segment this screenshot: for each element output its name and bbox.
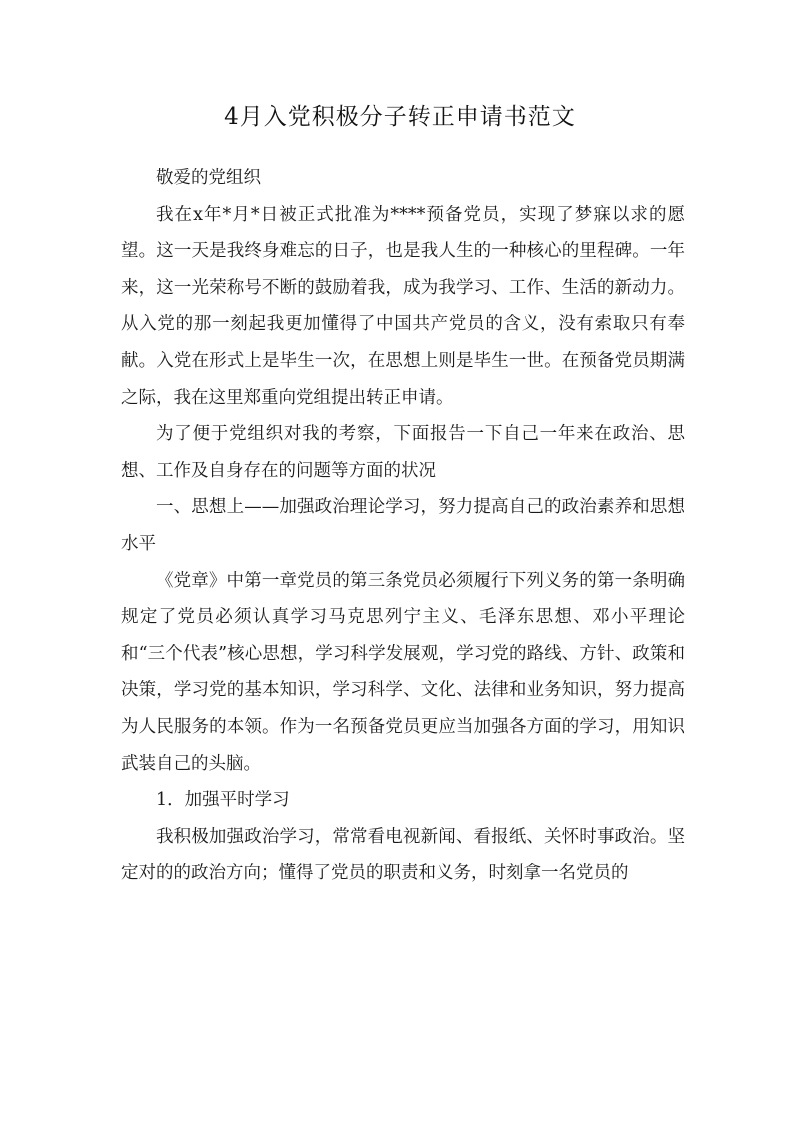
subsection-heading: 1．加强平时学习 <box>156 790 290 811</box>
body-paragraph: 《党章》中第一章党员的第三条党员必须履行下列义务的第一条明确规定了党员必须认真学习马克思列宁主义、毛泽东思想、邓小平理论和“三个代表”核心思想，学习科学发展观，学习党的路线、方针、政策和决策，学习党的基本知识，学习科学、文化、法律和业务知识，努力提高为人民服务的本领。作为一名预备党员更应当加强各方面的学习，用知识武装自己的头脑。 <box>121 570 685 774</box>
body-paragraph: 我积极加强政治学习，常常看电视新闻、看报纸、关怀时事政治。坚定对的的政治方向；懂得了党员的职责和义务，时刻拿一名党员的 <box>121 826 685 884</box>
section-heading: 一、思想上——加强政治理论学习，努力提高自己的政治素养和思想水平 <box>121 497 685 554</box>
document-body <box>121 160 685 892</box>
salutation-paragraph: 敬爱的党组织 <box>156 168 261 188</box>
document-title: 4月入党积极分子转正申请书范文 <box>224 104 576 130</box>
body-paragraph: 我在x年*月*日被正式批准为****预备党员，实现了梦寐以求的愿望。这一天是我终身难忘的日子，也是我人生的一种核心的里程碑。一年来，这一光荣称号不断的鼓励着我，成为我学习、工作、生活的新动力。从入党的那一刻起我更加懂得了中国共产党员的含义，没有索取只有奉献。入党在形式上是毕生一次，在思想上则是毕生一世。在预备党员期满之际，我在这里郑重向党组提出转正申请。 <box>121 204 685 408</box>
body-paragraph: 为了便于党组织对我的考察，下面报告一下自己一年来在政治、思想、工作及自身存在的问题等方面的状况 <box>121 424 685 481</box>
